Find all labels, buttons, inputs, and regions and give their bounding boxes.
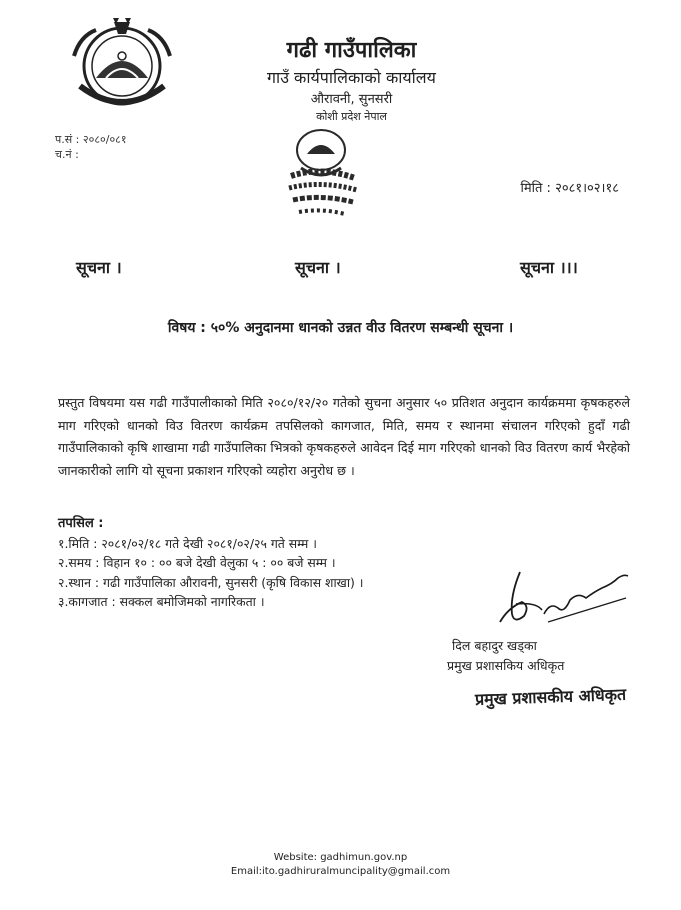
signatory-title: प्रमुख प्रशासकिय अधिकृत: [447, 658, 565, 673]
reference-block: [55, 132, 127, 162]
letter-date: मिति : २०८१।०२।१८: [520, 181, 619, 196]
details-heading: तपसिल :: [58, 516, 104, 531]
notice-heading-center: सूचना ।: [295, 258, 341, 277]
signatory-name: दिल बहादुर खड्का: [452, 638, 537, 653]
body-paragraph: प्रस्तुत विषयमा यस गढी गाउँपालीकाको मिति २०८०/१२/२० गतेको सुचना अनुसार ५० प्रतिशत अनुदान कार्यक्रममा कृषकहरुले माग गरिएको धानको विउ वितरण कार्यक्रम तपसिलको कागजात, मिति, समय र स्थानमा संचालन गरिएको हुदाँ गढी गाउँपालिकाको कृषि शाखामा गढी गाउँपालिका भित्रको कृषकहरुले आवेदन दिई माग गरिएको धानको विउ वितरण कार्य भैरहेको जानकारीको लागि यो सूचना प्रकाशन गरिएको व्यहोरा अनुरोध छ ।: [58, 395, 630, 478]
notice-heading-right: सूचना ।।।: [520, 258, 578, 277]
org-name: गढी गाउँपालिका: [286, 38, 417, 63]
dispatch-number: च.नं :: [55, 148, 79, 161]
letter-number: प.सं : २०८०/०८१: [55, 133, 127, 146]
office-address: औरावनी, सुनसरी: [310, 92, 393, 107]
details-item-documents: ३.कागजात : सक्कल बमोजिमको नागरिकता ।: [58, 594, 265, 609]
designation-stamp: प्रमुख प्रशासकीय अधिकृत: [474, 684, 627, 709]
office-province: कोशी प्रदेश नेपाल: [316, 110, 387, 123]
footer-email: Email:ito.gadhiruralmuncipality@gmail.com: [230, 866, 451, 877]
subject-line: विषय : ५०% अनुदानमा धानको उन्नत वीउ वितरण सम्बन्धी सूचना ।: [167, 320, 514, 336]
office-name: गाउँ कार्यपालिकाको कार्यालय: [267, 68, 436, 87]
details-item-date: १.मिति : २०८१/०२/१८ गते देखी २०८१/०२/२५ गते सम्म ।: [58, 535, 317, 551]
details-list: [58, 514, 364, 612]
details-item-time: २.समय : विहान १० : ०० बजे देखी वेलुका ५ : ०० बजे सम्म ।: [58, 555, 336, 570]
handwritten-signature: [486, 562, 636, 632]
office-seal-stamp-icon: [283, 124, 363, 220]
notice-heading-left: सूचना ।: [76, 258, 122, 277]
footer-website: Website: gadhimun.gov.np: [273, 852, 408, 863]
details-item-place: २.स्थान : गढी गाउँपालिका औरावनी, सुनसरी (कृषि विकास शाखा) ।: [58, 574, 364, 590]
